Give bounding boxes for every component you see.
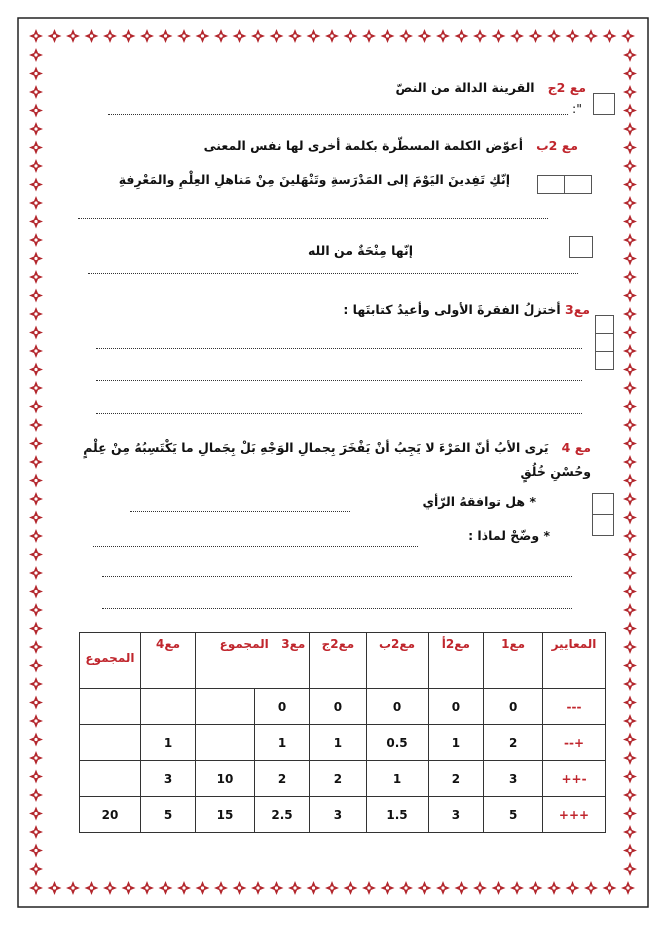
- border-ornament: [270, 881, 284, 895]
- border-ornament: [29, 603, 43, 617]
- table-cell: 0: [254, 689, 310, 725]
- question-4: [66, 436, 591, 484]
- question-label: مع 4: [561, 440, 591, 455]
- border-ornament: [547, 29, 561, 43]
- question-label: مع 2ب: [536, 138, 578, 153]
- border-ornament: [159, 29, 173, 43]
- table-row: [80, 689, 606, 725]
- border-ornament: [623, 252, 637, 266]
- border-ornament: [29, 344, 43, 358]
- border-ornament: [29, 455, 43, 469]
- table-cell: 1: [428, 725, 484, 761]
- table-cell: 0: [310, 689, 366, 725]
- border-ornament: [29, 400, 43, 414]
- table-cell: [140, 689, 195, 725]
- border-ornament: [623, 751, 637, 765]
- border-ornament: [29, 548, 43, 562]
- grading-table: [79, 632, 606, 833]
- table-cell: -++: [543, 761, 606, 797]
- border-ornament: [621, 881, 635, 895]
- border-ornament: [29, 585, 43, 599]
- border-ornament: [623, 455, 637, 469]
- answer-line: [96, 348, 582, 349]
- table-cell: 2: [428, 761, 484, 797]
- answer-line: [88, 273, 578, 274]
- border-ornament: [48, 881, 62, 895]
- border-ornament: [623, 104, 637, 118]
- question-instruction: أعوّض الكلمة المسطّرة بكلمة أخرى لها نفس المعنى: [203, 138, 524, 153]
- border-ornament: [325, 881, 339, 895]
- sentence-1: إنّكِ تَفِدينَ اليَوْمَ إلى المَدْرَسةِ وتَنْهَلينَ مِنْ مَناهلِ العِلْمِ والمَعْرِفةِ: [118, 172, 510, 187]
- header-label: مع3: [281, 637, 306, 651]
- table-cell: 1: [254, 725, 310, 761]
- border-ornament: [473, 881, 487, 895]
- border-ornament: [418, 29, 432, 43]
- border-ornament: [623, 437, 637, 451]
- border-ornament: [566, 29, 580, 43]
- border-ornament: [623, 326, 637, 340]
- border-ornament: [29, 178, 43, 192]
- border-ornament: [584, 881, 598, 895]
- border-ornament: [623, 640, 637, 654]
- table-row: [80, 761, 606, 797]
- border-ornament: [29, 733, 43, 747]
- answer-line: [108, 114, 568, 115]
- border-ornament: [177, 29, 191, 43]
- table-row: [80, 797, 606, 833]
- header-cell: مع1: [484, 633, 543, 689]
- border-ornament: [344, 29, 358, 43]
- header-cell: المعايير: [543, 633, 606, 689]
- table-cell: 1.5: [366, 797, 428, 833]
- header-cell: [196, 633, 310, 689]
- answer-line: [102, 608, 572, 609]
- border-ornament: [29, 85, 43, 99]
- border-ornament: [623, 363, 637, 377]
- table-cell: 15: [196, 797, 255, 833]
- border-ornament: [510, 29, 524, 43]
- table-cell: 0: [428, 689, 484, 725]
- border-ornament: [623, 141, 637, 155]
- border-ornament: [623, 622, 637, 636]
- border-ornament: [623, 548, 637, 562]
- border-ornament: [623, 233, 637, 247]
- score-box: [593, 93, 615, 115]
- border-ornament: [623, 289, 637, 303]
- border-ornament: [623, 696, 637, 710]
- border-ornament: [29, 363, 43, 377]
- border-ornament: [623, 418, 637, 432]
- table-cell: 5: [140, 797, 195, 833]
- border-ornament: [270, 29, 284, 43]
- border-ornament: [140, 29, 154, 43]
- border-ornament: [623, 492, 637, 506]
- border-ornament: [381, 29, 395, 43]
- border-ornament: [288, 881, 302, 895]
- border-ornament: [584, 29, 598, 43]
- border-ornament: [29, 381, 43, 395]
- border-ornament: [29, 566, 43, 580]
- border-ornament: [29, 252, 43, 266]
- answer-line: [93, 546, 418, 547]
- table-cell: ---: [543, 689, 606, 725]
- border-ornament: [29, 29, 43, 43]
- header-cell: مع2ب: [366, 633, 428, 689]
- header-cell: مع2ج: [310, 633, 366, 689]
- border-ornament: [29, 289, 43, 303]
- border-ornament: [29, 492, 43, 506]
- border-ornament: [623, 788, 637, 802]
- score-box: [569, 236, 593, 258]
- border-ornament: [623, 344, 637, 358]
- border-ornament: [362, 881, 376, 895]
- question-3: [343, 302, 590, 317]
- answer-line: [130, 511, 350, 512]
- border-ornament: [623, 85, 637, 99]
- border-ornament: [29, 159, 43, 173]
- border-ornament: [623, 474, 637, 488]
- border-ornament: [623, 215, 637, 229]
- border-ornament: [159, 881, 173, 895]
- header-label: المجموع: [85, 651, 135, 665]
- border-ornament: [455, 29, 469, 43]
- border-ornament: [623, 770, 637, 784]
- border-ornament: [29, 141, 43, 155]
- border-ornament: [29, 67, 43, 81]
- table-cell: 2: [484, 725, 543, 761]
- border-ornament: [623, 862, 637, 876]
- border-ornament: [399, 881, 413, 895]
- prompt-agree: * هل توافقهُ الرّأي: [422, 494, 536, 509]
- border-ornament: [547, 881, 561, 895]
- border-ornament: [344, 881, 358, 895]
- answer-line: [78, 218, 548, 219]
- border-ornament: [251, 29, 265, 43]
- table-cell: 1: [366, 761, 428, 797]
- border-ornament: [29, 215, 43, 229]
- table-cell: +--: [543, 725, 606, 761]
- border-ornament: [196, 29, 210, 43]
- border-ornament: [196, 881, 210, 895]
- border-ornament: [623, 67, 637, 81]
- border-ornament: [623, 307, 637, 321]
- table-cell: 1: [140, 725, 195, 761]
- border-ornament: [29, 196, 43, 210]
- border-ornament: [623, 677, 637, 691]
- border-ornament: [29, 881, 43, 895]
- score-boxes: [538, 175, 592, 194]
- table-cell: 0: [366, 689, 428, 725]
- border-ornament: [623, 659, 637, 673]
- table-cell: +++: [543, 797, 606, 833]
- border-ornament: [623, 196, 637, 210]
- border-ornament: [362, 29, 376, 43]
- question-label: مع 2ج: [547, 80, 586, 95]
- border-ornament: [455, 881, 469, 895]
- border-ornament: [29, 474, 43, 488]
- border-ornament: [66, 881, 80, 895]
- border-ornament: [29, 751, 43, 765]
- border-ornament: [418, 881, 432, 895]
- border-ornament: [621, 29, 635, 43]
- table-cell: 2: [310, 761, 366, 797]
- sentence-2: إنّها مِنْحَةٌ من الله: [307, 243, 413, 258]
- border-ornament: [623, 381, 637, 395]
- border-ornament: [29, 529, 43, 543]
- worksheet: [58, 62, 608, 862]
- quote-mark: ":: [572, 101, 582, 116]
- border-ornament: [623, 566, 637, 580]
- border-ornament: [29, 696, 43, 710]
- border-ornament: [233, 881, 247, 895]
- table-cell: [196, 689, 255, 725]
- border-ornament: [436, 29, 450, 43]
- answer-line: [102, 576, 572, 577]
- border-ornament: [29, 825, 43, 839]
- border-ornament: [623, 270, 637, 284]
- border-ornament: [214, 881, 228, 895]
- table-header-row: [80, 633, 606, 689]
- border-ornament: [325, 29, 339, 43]
- border-ornament: [214, 29, 228, 43]
- header-cell: مع2أ: [428, 633, 484, 689]
- border-ornament: [623, 529, 637, 543]
- answer-line: [96, 380, 582, 381]
- border-ornament: [29, 844, 43, 858]
- border-ornament: [29, 714, 43, 728]
- border-ornament: [66, 29, 80, 43]
- border-ornament: [29, 104, 43, 118]
- table-cell: 5: [484, 797, 543, 833]
- table-row: [80, 725, 606, 761]
- table-cell: [80, 725, 141, 761]
- border-ornament: [85, 881, 99, 895]
- border-ornament: [140, 881, 154, 895]
- question-2b: [204, 138, 578, 153]
- prompt-explain: * وضّحْ لماذا :: [468, 528, 550, 543]
- border-ornament: [29, 770, 43, 784]
- border-ornament: [603, 29, 617, 43]
- table-cell: 3: [428, 797, 484, 833]
- table-cell: 10: [196, 761, 255, 797]
- question-label: مع3: [565, 302, 590, 317]
- border-ornament: [623, 825, 637, 839]
- border-ornament: [85, 29, 99, 43]
- border-ornament: [492, 881, 506, 895]
- border-ornament: [122, 29, 136, 43]
- border-ornament: [29, 622, 43, 636]
- answer-line: [96, 413, 582, 414]
- border-ornament: [381, 881, 395, 895]
- border-ornament: [623, 585, 637, 599]
- table-cell: [80, 689, 141, 725]
- border-ornament: [623, 48, 637, 62]
- table-cell: 3: [310, 797, 366, 833]
- table-cell: 3: [484, 761, 543, 797]
- border-ornament: [29, 233, 43, 247]
- border-ornament: [623, 159, 637, 173]
- question-statement: يَرى الأبُ أنّ المَرْءَ لا يَجِبُ أنْ يَفْخَرَ بِجمالِ الوَجْهِ بَلْ بِجَمالِ ما يَكْتَسِبُهُ مِنْ عِلْمٍ وحُسْنِ خُلُقٍ: [83, 440, 591, 479]
- header-cell: [80, 633, 141, 689]
- border-ornament: [122, 881, 136, 895]
- header-label: المجموع: [219, 637, 269, 651]
- table-cell: 20: [80, 797, 141, 833]
- border-ornament: [29, 807, 43, 821]
- score-boxes: [592, 494, 614, 536]
- border-ornament: [529, 29, 543, 43]
- border-ornament: [623, 807, 637, 821]
- border-ornament: [623, 178, 637, 192]
- border-ornament: [29, 418, 43, 432]
- border-ornament: [29, 307, 43, 321]
- border-ornament: [623, 122, 637, 136]
- border-ornament: [29, 677, 43, 691]
- border-ornament: [29, 270, 43, 284]
- border-ornament: [29, 122, 43, 136]
- border-ornament: [529, 881, 543, 895]
- border-ornament: [251, 881, 265, 895]
- border-ornament: [48, 29, 62, 43]
- border-ornament: [307, 29, 321, 43]
- table-cell: [80, 761, 141, 797]
- question-instruction: أختزلُ الفقرةَ الأولى وأعيدُ كتابتَها :: [343, 302, 561, 317]
- border-ornament: [623, 733, 637, 747]
- border-ornament: [623, 844, 637, 858]
- border-ornament: [623, 400, 637, 414]
- border-ornament: [233, 29, 247, 43]
- border-ornament: [566, 881, 580, 895]
- border-ornament: [29, 659, 43, 673]
- table-cell: 0: [484, 689, 543, 725]
- table-cell: 2.5: [254, 797, 310, 833]
- border-ornament: [29, 788, 43, 802]
- border-ornament: [288, 29, 302, 43]
- border-ornament: [492, 29, 506, 43]
- border-ornament: [29, 640, 43, 654]
- border-ornament: [103, 881, 117, 895]
- border-ornament: [29, 326, 43, 340]
- question-text: القرينة الدالة من النصّ: [395, 80, 535, 95]
- border-ornament: [399, 29, 413, 43]
- border-ornament: [29, 511, 43, 525]
- border-ornament: [603, 881, 617, 895]
- table-cell: 1: [310, 725, 366, 761]
- border-ornament: [29, 862, 43, 876]
- border-ornament: [436, 881, 450, 895]
- table-cell: 0.5: [366, 725, 428, 761]
- border-ornament: [473, 29, 487, 43]
- header-cell: مع4: [140, 633, 195, 689]
- table-cell: [196, 725, 255, 761]
- question-2c: [396, 80, 586, 95]
- border-ornament: [29, 48, 43, 62]
- border-ornament: [307, 881, 321, 895]
- border-ornament: [29, 437, 43, 451]
- border-ornament: [623, 714, 637, 728]
- score-boxes: [595, 316, 614, 370]
- border-ornament: [177, 881, 191, 895]
- border-ornament: [623, 603, 637, 617]
- border-ornament: [103, 29, 117, 43]
- border-ornament: [623, 511, 637, 525]
- table-cell: 2: [254, 761, 310, 797]
- border-ornament: [510, 881, 524, 895]
- table-cell: 3: [140, 761, 195, 797]
